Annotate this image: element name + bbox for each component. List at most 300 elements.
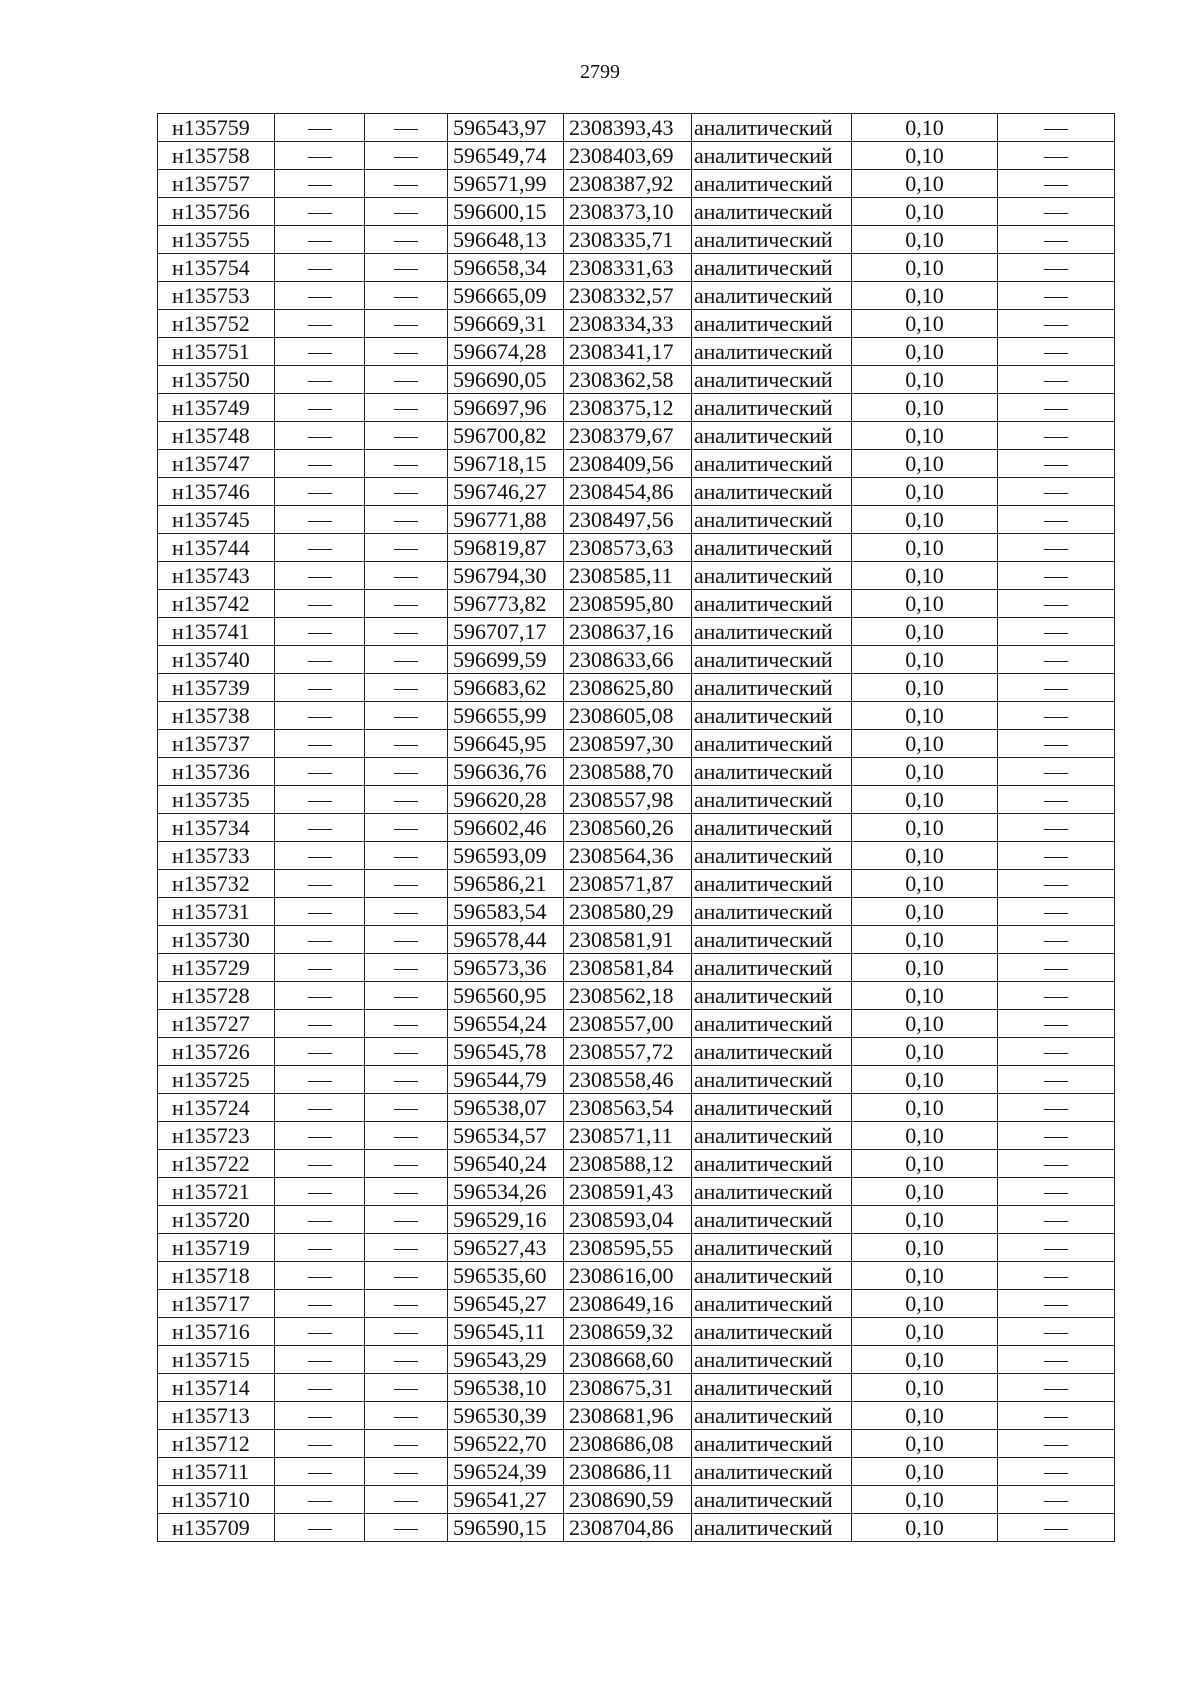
accuracy-cell: 0,10 <box>852 1234 998 1262</box>
y-coordinate-cell: 2308591,43 <box>564 1178 692 1206</box>
x-coordinate-cell: 596524,39 <box>448 1458 564 1486</box>
method-cell: аналитический <box>692 842 852 870</box>
method-cell: аналитический <box>692 898 852 926</box>
accuracy-cell: 0,10 <box>852 618 998 646</box>
method-cell: аналитический <box>692 1122 852 1150</box>
method-cell: аналитический <box>692 310 852 338</box>
point-name-cell: н135753 <box>158 282 275 310</box>
x-coordinate-cell: 596573,36 <box>448 954 564 982</box>
prev-y-cell <box>365 590 448 618</box>
dash-mark <box>394 1081 418 1082</box>
point-name-cell: н135718 <box>158 1262 275 1290</box>
description-cell <box>998 786 1115 814</box>
dash-mark <box>1044 885 1068 886</box>
dash-mark <box>394 689 418 690</box>
dash-mark <box>308 241 332 242</box>
method-cell: аналитический <box>692 422 852 450</box>
point-name-cell: н135713 <box>158 1402 275 1430</box>
accuracy-cell: 0,10 <box>852 254 998 282</box>
dash-mark <box>1044 829 1068 830</box>
y-coordinate-cell: 2308375,12 <box>564 394 692 422</box>
description-cell <box>998 1374 1115 1402</box>
accuracy-cell: 0,10 <box>852 590 998 618</box>
dash-mark <box>394 1165 418 1166</box>
point-name-cell: н135739 <box>158 674 275 702</box>
description-cell <box>998 170 1115 198</box>
x-coordinate-cell: 596538,07 <box>448 1094 564 1122</box>
page-number: 2799 <box>580 61 620 83</box>
accuracy-cell: 0,10 <box>852 142 998 170</box>
dash-mark <box>308 269 332 270</box>
x-coordinate-cell: 596554,24 <box>448 1010 564 1038</box>
description-cell <box>998 478 1115 506</box>
prev-y-cell <box>365 1430 448 1458</box>
dash-mark <box>308 941 332 942</box>
x-coordinate-cell: 596545,78 <box>448 1038 564 1066</box>
y-coordinate-cell: 2308581,84 <box>564 954 692 982</box>
dash-mark <box>394 969 418 970</box>
dash-mark <box>1044 773 1068 774</box>
dash-mark <box>1044 185 1068 186</box>
dash-mark <box>1044 381 1068 382</box>
prev-y-cell <box>365 646 448 674</box>
x-coordinate-cell: 596586,21 <box>448 870 564 898</box>
y-coordinate-cell: 2308633,66 <box>564 646 692 674</box>
table-row <box>158 590 1115 618</box>
method-cell: аналитический <box>692 478 852 506</box>
dash-mark <box>1044 1305 1068 1306</box>
y-coordinate-cell: 2308454,86 <box>564 478 692 506</box>
dash-mark <box>1044 1249 1068 1250</box>
method-cell: аналитический <box>692 450 852 478</box>
dash-mark <box>1044 1361 1068 1362</box>
dash-mark <box>394 661 418 662</box>
prev-x-cell <box>275 954 365 982</box>
prev-y-cell <box>365 1486 448 1514</box>
dash-mark <box>308 997 332 998</box>
method-cell: аналитический <box>692 954 852 982</box>
y-coordinate-cell: 2308557,98 <box>564 786 692 814</box>
prev-y-cell <box>365 842 448 870</box>
dash-mark <box>1044 633 1068 634</box>
method-cell: аналитический <box>692 170 852 198</box>
dash-mark <box>1044 1445 1068 1446</box>
y-coordinate-cell: 2308373,10 <box>564 198 692 226</box>
table-row <box>158 954 1115 982</box>
table-row <box>158 786 1115 814</box>
accuracy-cell: 0,10 <box>852 702 998 730</box>
description-cell <box>998 618 1115 646</box>
prev-y-cell <box>365 366 448 394</box>
description-cell <box>998 198 1115 226</box>
prev-y-cell <box>365 1094 448 1122</box>
point-name-cell: н135729 <box>158 954 275 982</box>
point-name-cell: н135734 <box>158 814 275 842</box>
x-coordinate-cell: 596700,82 <box>448 422 564 450</box>
dash-mark <box>308 1473 332 1474</box>
dash-mark <box>394 1333 418 1334</box>
x-coordinate-cell: 596534,57 <box>448 1122 564 1150</box>
x-coordinate-cell: 596578,44 <box>448 926 564 954</box>
accuracy-cell: 0,10 <box>852 1318 998 1346</box>
dash-mark <box>394 1053 418 1054</box>
table-row <box>158 394 1115 422</box>
dash-mark <box>394 269 418 270</box>
dash-mark <box>1044 689 1068 690</box>
x-coordinate-cell: 596771,88 <box>448 506 564 534</box>
prev-y-cell <box>365 310 448 338</box>
dash-mark <box>1044 1109 1068 1110</box>
prev-x-cell <box>275 198 365 226</box>
dash-mark <box>394 577 418 578</box>
prev-y-cell <box>365 1178 448 1206</box>
prev-y-cell <box>365 1318 448 1346</box>
x-coordinate-cell: 596545,27 <box>448 1290 564 1318</box>
description-cell <box>998 1178 1115 1206</box>
y-coordinate-cell: 2308581,91 <box>564 926 692 954</box>
dash-mark <box>394 465 418 466</box>
dash-mark <box>394 1305 418 1306</box>
dash-mark <box>308 325 332 326</box>
x-coordinate-cell: 596794,30 <box>448 562 564 590</box>
dash-mark <box>394 941 418 942</box>
prev-y-cell <box>365 170 448 198</box>
point-name-cell: н135716 <box>158 1318 275 1346</box>
y-coordinate-cell: 2308595,55 <box>564 1234 692 1262</box>
dash-mark <box>1044 353 1068 354</box>
method-cell: аналитический <box>692 1094 852 1122</box>
description-cell <box>998 870 1115 898</box>
accuracy-cell: 0,10 <box>852 1038 998 1066</box>
table-row <box>158 1374 1115 1402</box>
prev-y-cell <box>365 786 448 814</box>
accuracy-cell: 0,10 <box>852 814 998 842</box>
description-cell <box>998 646 1115 674</box>
x-coordinate-cell: 596535,60 <box>448 1262 564 1290</box>
dash-mark <box>308 1501 332 1502</box>
description-cell <box>998 674 1115 702</box>
table-row <box>158 1402 1115 1430</box>
coordinates-table <box>157 113 1115 1542</box>
table-row <box>158 618 1115 646</box>
table-row <box>158 1122 1115 1150</box>
dash-mark <box>308 577 332 578</box>
dash-mark <box>394 1193 418 1194</box>
prev-x-cell <box>275 1010 365 1038</box>
accuracy-cell: 0,10 <box>852 310 998 338</box>
table-row <box>158 674 1115 702</box>
dash-mark <box>1044 941 1068 942</box>
table-body <box>158 114 1115 1542</box>
y-coordinate-cell: 2308571,11 <box>564 1122 692 1150</box>
accuracy-cell: 0,10 <box>852 1010 998 1038</box>
prev-y-cell <box>365 1374 448 1402</box>
accuracy-cell: 0,10 <box>852 1514 998 1542</box>
table-row <box>158 1290 1115 1318</box>
y-coordinate-cell: 2308704,86 <box>564 1514 692 1542</box>
accuracy-cell: 0,10 <box>852 338 998 366</box>
prev-x-cell <box>275 870 365 898</box>
description-cell <box>998 1038 1115 1066</box>
prev-y-cell <box>365 1206 448 1234</box>
dash-mark <box>394 1529 418 1530</box>
dash-mark <box>1044 1417 1068 1418</box>
x-coordinate-cell: 596583,54 <box>448 898 564 926</box>
prev-y-cell <box>365 870 448 898</box>
dash-mark <box>308 437 332 438</box>
dash-mark <box>308 605 332 606</box>
y-coordinate-cell: 2308580,29 <box>564 898 692 926</box>
dash-mark <box>394 857 418 858</box>
y-coordinate-cell: 2308563,54 <box>564 1094 692 1122</box>
table-row <box>158 1206 1115 1234</box>
prev-x-cell <box>275 142 365 170</box>
prev-x-cell <box>275 254 365 282</box>
method-cell: аналитический <box>692 1374 852 1402</box>
description-cell <box>998 982 1115 1010</box>
y-coordinate-cell: 2308595,80 <box>564 590 692 618</box>
prev-y-cell <box>365 954 448 982</box>
prev-y-cell <box>365 926 448 954</box>
method-cell: аналитический <box>692 1262 852 1290</box>
dash-mark <box>1044 325 1068 326</box>
accuracy-cell: 0,10 <box>852 1066 998 1094</box>
dash-mark <box>1044 1053 1068 1054</box>
dash-mark <box>308 129 332 130</box>
method-cell: аналитический <box>692 1150 852 1178</box>
point-name-cell: н135736 <box>158 758 275 786</box>
table-row <box>158 254 1115 282</box>
method-cell: аналитический <box>692 562 852 590</box>
method-cell: аналитический <box>692 1178 852 1206</box>
dash-mark <box>394 1501 418 1502</box>
prev-x-cell <box>275 1402 365 1430</box>
table-row <box>158 1066 1115 1094</box>
x-coordinate-cell: 596665,09 <box>448 282 564 310</box>
table-row <box>158 1458 1115 1486</box>
accuracy-cell: 0,10 <box>852 870 998 898</box>
dash-mark <box>1044 157 1068 158</box>
dash-mark <box>308 1333 332 1334</box>
prev-x-cell <box>275 786 365 814</box>
y-coordinate-cell: 2308605,08 <box>564 702 692 730</box>
dash-mark <box>394 913 418 914</box>
dash-mark <box>1044 745 1068 746</box>
dash-mark <box>394 549 418 550</box>
x-coordinate-cell: 596648,13 <box>448 226 564 254</box>
point-name-cell: н135717 <box>158 1290 275 1318</box>
dash-mark <box>308 745 332 746</box>
table-row <box>158 1430 1115 1458</box>
description-cell <box>998 338 1115 366</box>
point-name-cell: н135759 <box>158 114 275 142</box>
dash-mark <box>394 409 418 410</box>
y-coordinate-cell: 2308557,00 <box>564 1010 692 1038</box>
dash-mark <box>1044 1081 1068 1082</box>
dash-mark <box>308 717 332 718</box>
method-cell: аналитический <box>692 1346 852 1374</box>
dash-mark <box>308 185 332 186</box>
table-row <box>158 1178 1115 1206</box>
table-row <box>158 506 1115 534</box>
dash-mark <box>308 1109 332 1110</box>
accuracy-cell: 0,10 <box>852 198 998 226</box>
dash-mark <box>1044 437 1068 438</box>
x-coordinate-cell: 596522,70 <box>448 1430 564 1458</box>
prev-y-cell <box>365 982 448 1010</box>
dash-mark <box>308 1193 332 1194</box>
prev-y-cell <box>365 450 448 478</box>
prev-y-cell <box>365 674 448 702</box>
prev-x-cell <box>275 758 365 786</box>
prev-x-cell <box>275 1290 365 1318</box>
accuracy-cell: 0,10 <box>852 1094 998 1122</box>
accuracy-cell: 0,10 <box>852 114 998 142</box>
point-name-cell: н135712 <box>158 1430 275 1458</box>
x-coordinate-cell: 596655,99 <box>448 702 564 730</box>
prev-x-cell <box>275 422 365 450</box>
prev-y-cell <box>365 1234 448 1262</box>
y-coordinate-cell: 2308675,31 <box>564 1374 692 1402</box>
x-coordinate-cell: 596636,76 <box>448 758 564 786</box>
point-name-cell: н135746 <box>158 478 275 506</box>
description-cell <box>998 814 1115 842</box>
dash-mark <box>1044 997 1068 998</box>
prev-y-cell <box>365 1010 448 1038</box>
accuracy-cell: 0,10 <box>852 786 998 814</box>
table-row <box>158 1038 1115 1066</box>
prev-x-cell <box>275 1346 365 1374</box>
dash-mark <box>308 521 332 522</box>
accuracy-cell: 0,10 <box>852 1402 998 1430</box>
prev-y-cell <box>365 814 448 842</box>
description-cell <box>998 758 1115 786</box>
description-cell <box>998 1346 1115 1374</box>
point-name-cell: н135757 <box>158 170 275 198</box>
point-name-cell: н135711 <box>158 1458 275 1486</box>
prev-x-cell <box>275 1318 365 1346</box>
dash-mark <box>1044 1025 1068 1026</box>
prev-x-cell <box>275 646 365 674</box>
method-cell: аналитический <box>692 702 852 730</box>
accuracy-cell: 0,10 <box>852 450 998 478</box>
accuracy-cell: 0,10 <box>852 730 998 758</box>
prev-x-cell <box>275 898 365 926</box>
table-row <box>158 366 1115 394</box>
accuracy-cell: 0,10 <box>852 926 998 954</box>
x-coordinate-cell: 596707,17 <box>448 618 564 646</box>
prev-y-cell <box>365 1150 448 1178</box>
x-coordinate-cell: 596819,87 <box>448 534 564 562</box>
accuracy-cell: 0,10 <box>852 562 998 590</box>
point-name-cell: н135727 <box>158 1010 275 1038</box>
dash-mark <box>308 353 332 354</box>
dash-mark <box>394 1389 418 1390</box>
table-row <box>158 646 1115 674</box>
description-cell <box>998 954 1115 982</box>
dash-mark <box>308 1445 332 1446</box>
point-name-cell: н135738 <box>158 702 275 730</box>
y-coordinate-cell: 2308341,17 <box>564 338 692 366</box>
description-cell <box>998 898 1115 926</box>
dash-mark <box>1044 913 1068 914</box>
prev-x-cell <box>275 170 365 198</box>
table-row <box>158 562 1115 590</box>
method-cell: аналитический <box>692 926 852 954</box>
x-coordinate-cell: 596669,31 <box>448 310 564 338</box>
x-coordinate-cell: 596699,59 <box>448 646 564 674</box>
prev-y-cell <box>365 142 448 170</box>
dash-mark <box>1044 1501 1068 1502</box>
prev-x-cell <box>275 1234 365 1262</box>
accuracy-cell: 0,10 <box>852 1262 998 1290</box>
accuracy-cell: 0,10 <box>852 1206 998 1234</box>
prev-y-cell <box>365 898 448 926</box>
dash-mark <box>1044 801 1068 802</box>
dash-mark <box>308 773 332 774</box>
accuracy-cell: 0,10 <box>852 506 998 534</box>
point-name-cell: н135743 <box>158 562 275 590</box>
dash-mark <box>394 745 418 746</box>
x-coordinate-cell: 596543,29 <box>448 1346 564 1374</box>
y-coordinate-cell: 2308379,67 <box>564 422 692 450</box>
table-row <box>158 898 1115 926</box>
prev-y-cell <box>365 478 448 506</box>
point-name-cell: н135752 <box>158 310 275 338</box>
dash-mark <box>1044 129 1068 130</box>
prev-y-cell <box>365 1066 448 1094</box>
table-row <box>158 702 1115 730</box>
x-coordinate-cell: 596529,16 <box>448 1206 564 1234</box>
x-coordinate-cell: 596590,15 <box>448 1514 564 1542</box>
accuracy-cell: 0,10 <box>852 982 998 1010</box>
point-name-cell: н135756 <box>158 198 275 226</box>
point-name-cell: н135722 <box>158 1150 275 1178</box>
table-row <box>158 1234 1115 1262</box>
description-cell <box>998 394 1115 422</box>
method-cell: аналитический <box>692 618 852 646</box>
dash-mark <box>1044 1529 1068 1530</box>
dash-mark <box>394 1249 418 1250</box>
description-cell <box>998 450 1115 478</box>
x-coordinate-cell: 596527,43 <box>448 1234 564 1262</box>
dash-mark <box>308 1417 332 1418</box>
dash-mark <box>308 1081 332 1082</box>
method-cell: аналитический <box>692 814 852 842</box>
description-cell <box>998 1430 1115 1458</box>
accuracy-cell: 0,10 <box>852 898 998 926</box>
x-coordinate-cell: 596697,96 <box>448 394 564 422</box>
accuracy-cell: 0,10 <box>852 758 998 786</box>
x-coordinate-cell: 596560,95 <box>448 982 564 1010</box>
point-name-cell: н135744 <box>158 534 275 562</box>
method-cell: аналитический <box>692 366 852 394</box>
description-cell <box>998 534 1115 562</box>
method-cell: аналитический <box>692 534 852 562</box>
description-cell <box>998 1402 1115 1430</box>
dash-mark <box>1044 717 1068 718</box>
method-cell: аналитический <box>692 1486 852 1514</box>
dash-mark <box>308 801 332 802</box>
y-coordinate-cell: 2308597,30 <box>564 730 692 758</box>
table-row <box>158 1262 1115 1290</box>
dash-mark <box>394 605 418 606</box>
table-row <box>158 1514 1115 1542</box>
prev-x-cell <box>275 1122 365 1150</box>
dash-mark <box>1044 493 1068 494</box>
prev-y-cell <box>365 114 448 142</box>
dash-mark <box>308 1277 332 1278</box>
